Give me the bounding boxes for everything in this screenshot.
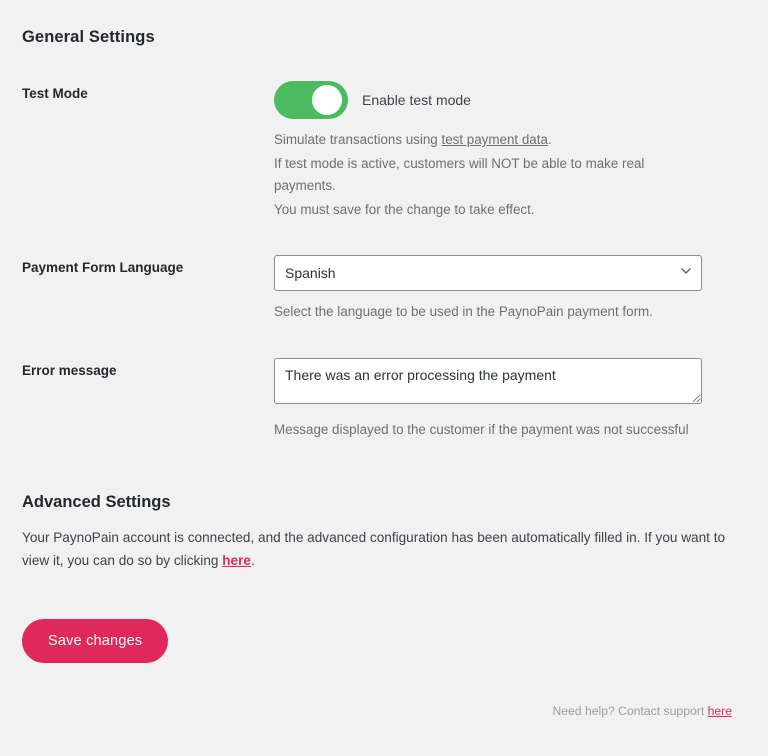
test-mode-toggle-row <box>274 81 732 119</box>
payment-form-language-control <box>274 255 732 323</box>
footer-help <box>552 704 732 718</box>
error-message-label: Error message <box>22 362 117 378</box>
test-mode-help-suffix: . <box>547 132 552 147</box>
advanced-desc-prefix: Your PaynoPain account is connected, and the advanced configuration has been automatically filled in. If you want to view it, you can do so by clicking <box>22 529 726 568</box>
test-mode-help-3: You must save for the change to take effect. <box>274 202 535 218</box>
payment-form-language-label: Payment Form Language <box>22 260 184 276</box>
test-mode-toggle-caption: Enable test mode <box>362 92 471 108</box>
error-message-help: Message displayed to the customer if the payment was not successful <box>274 421 689 437</box>
advanced-settings-here-link[interactable]: here <box>222 552 251 568</box>
advanced-desc-suffix: . <box>250 552 255 568</box>
test-mode-label: Test Mode <box>22 86 88 101</box>
language-select[interactable] <box>274 255 702 291</box>
test-mode-help-2: If test mode is active, customers will NOT be able to make real payments. <box>274 156 645 194</box>
test-mode-help-prefix: Simulate transactions using <box>274 132 442 147</box>
test-mode-control <box>274 81 732 221</box>
contact-support-link[interactable]: here <box>707 704 732 718</box>
test-mode-toggle[interactable] <box>274 81 348 119</box>
field-error-message <box>22 358 732 441</box>
test-payment-data-link[interactable]: test payment data <box>441 132 548 147</box>
footer-help-text: Need help? Contact support <box>552 704 708 718</box>
page-title: General Settings <box>22 28 155 46</box>
field-payment-form-language <box>22 255 732 323</box>
toggle-knob-icon <box>312 85 342 115</box>
save-changes-button[interactable]: Save changes <box>22 619 168 663</box>
language-help: Select the language to be used in the PaynoPain payment form. <box>274 304 653 320</box>
advanced-settings-description <box>22 526 732 572</box>
error-message-control <box>274 358 732 441</box>
test-mode-help-1 <box>274 129 704 151</box>
error-message-textarea[interactable] <box>274 358 702 404</box>
advanced-settings-title: Advanced Settings <box>22 492 171 511</box>
language-select-wrap <box>274 255 702 291</box>
field-test-mode <box>22 81 732 221</box>
